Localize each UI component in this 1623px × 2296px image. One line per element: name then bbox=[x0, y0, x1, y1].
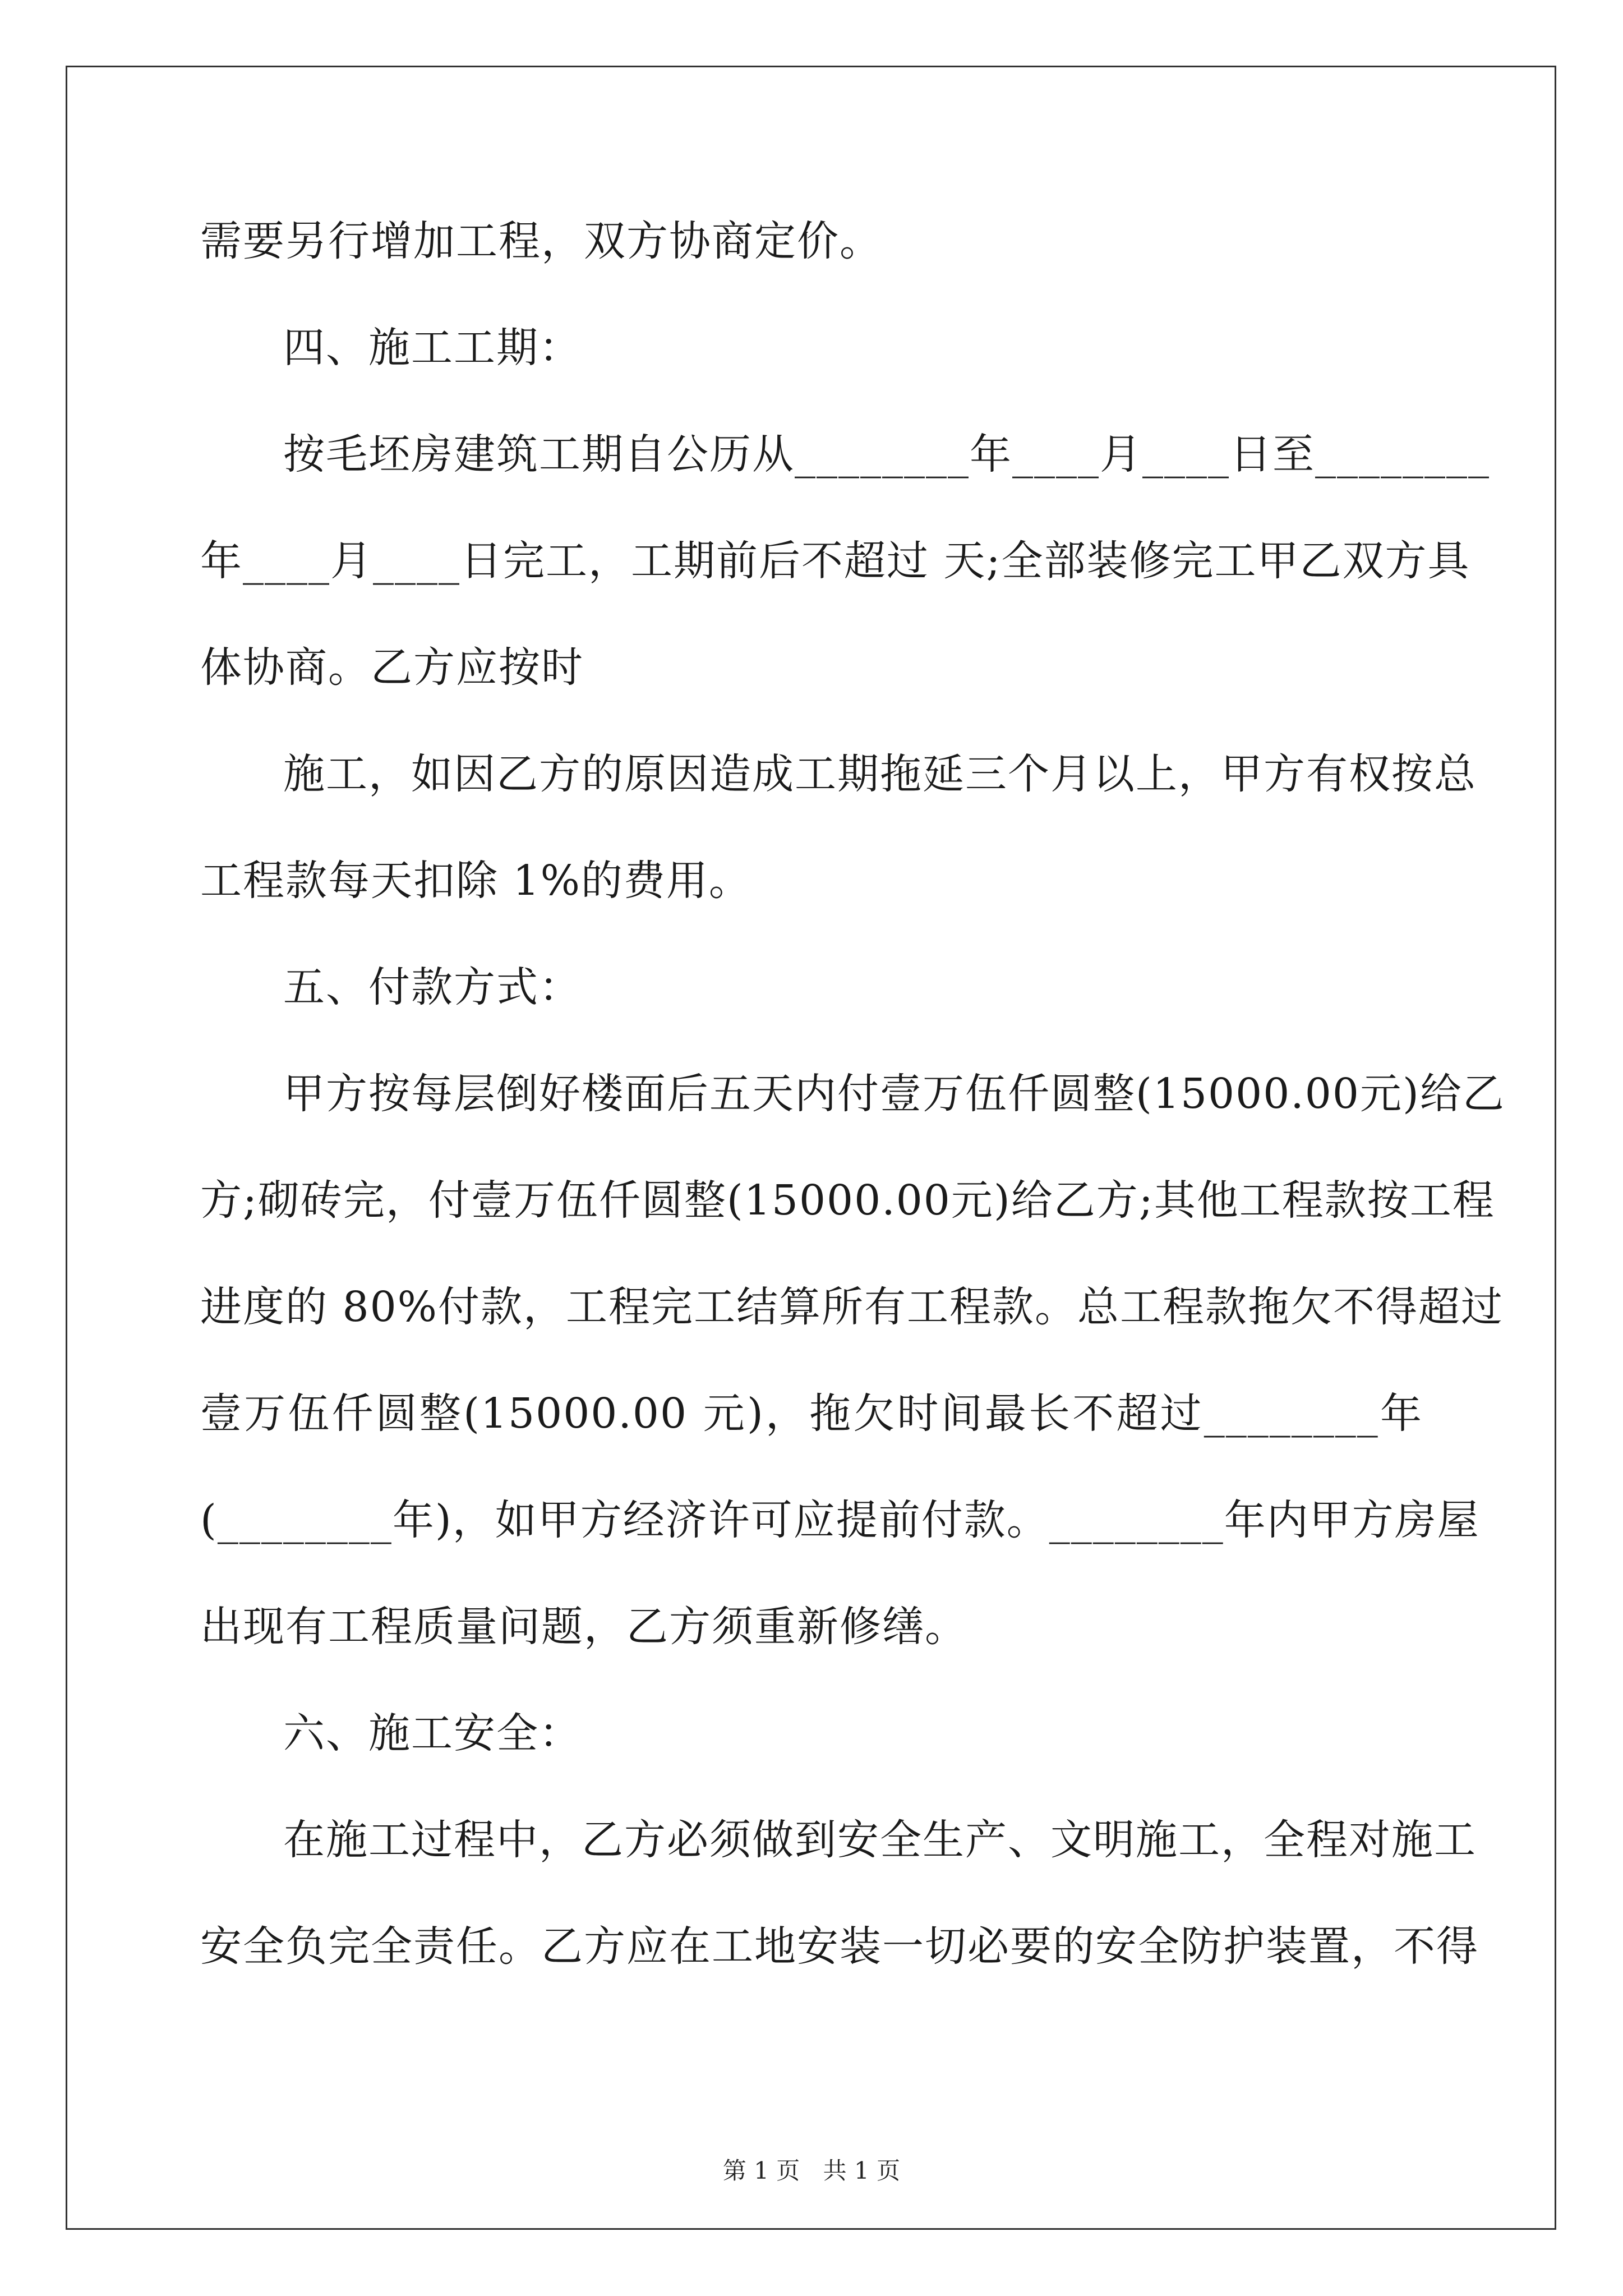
section-heading-safety: 六、施工安全： bbox=[283, 1709, 582, 1757]
text-line: 施工，如因乙方的原因造成工期拖延三个月以上，甲方有权按总 bbox=[283, 750, 1477, 798]
text-line: 按毛坯房建筑工期自公历从________年____月____日至________ bbox=[283, 430, 1490, 478]
page-number: 第 1 页 bbox=[722, 2157, 800, 2184]
text-line: 体协商。乙方应按时 bbox=[200, 643, 584, 692]
text-line: 年____月____日完工，工期前后不超过 天;全部装修完工甲乙双方具 bbox=[200, 537, 1470, 585]
page-footer bbox=[0, 2154, 1623, 2188]
text-line: 工程款每天扣除 1%的费用。 bbox=[200, 857, 751, 905]
text-line: 需要另行增加工程，双方协商定价。 bbox=[200, 217, 882, 265]
section-heading-schedule: 四、施工工期： bbox=[283, 324, 582, 372]
text-line: (________年)，如甲方经济许可应提前付款。________年内甲方房屋 bbox=[200, 1496, 1480, 1544]
text-line: 方;砌砖完，付壹万伍仟圆整(15000.00元)给乙方;其他工程款按工程 bbox=[200, 1176, 1495, 1225]
text-line: 进度的 80%付款，工程完工结算所有工程款。总工程款拖欠不得超过 bbox=[200, 1283, 1504, 1331]
text-line: 甲方按每层倒好楼面后五天内付壹万伍仟圆整(15000.00元)给乙 bbox=[283, 1070, 1505, 1118]
page-total: 共 1 页 bbox=[823, 2157, 901, 2184]
section-heading-payment: 五、付款方式： bbox=[283, 963, 582, 1011]
page-border bbox=[66, 66, 1556, 2230]
text-line: 在施工过程中，乙方必须做到安全生产、文明施工，全程对施工 bbox=[283, 1816, 1477, 1864]
text-line: 安全负完全责任。乙方应在工地安装一切必要的安全防护装置，不得 bbox=[200, 1922, 1479, 1971]
text-line: 壹万伍仟圆整(15000.00 元)，拖欠时间最长不超过________年 bbox=[200, 1389, 1423, 1438]
text-line: 出现有工程质量问题，乙方须重新修缮。 bbox=[200, 1603, 967, 1651]
